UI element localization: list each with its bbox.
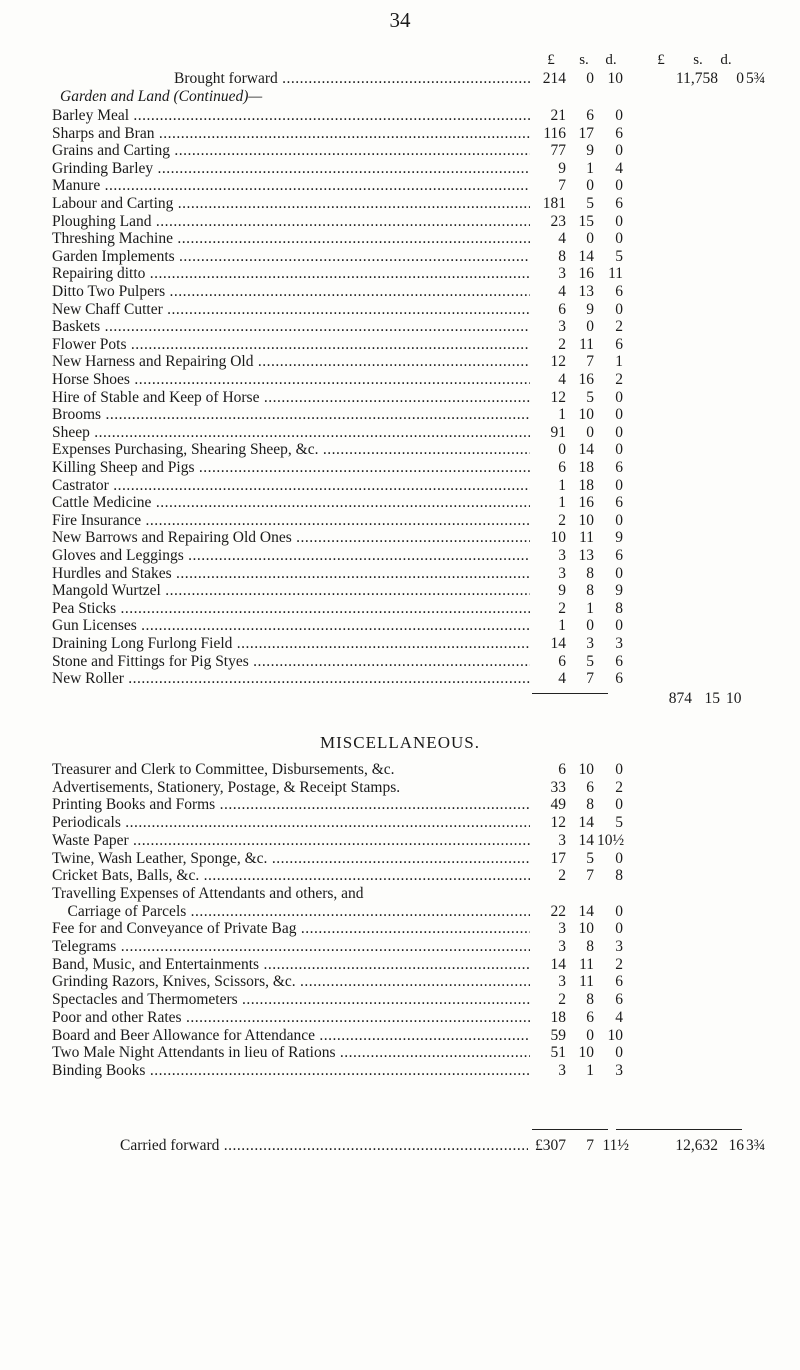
item-label: Garden Implements ..... xyxy=(52,248,530,265)
item-label: Travelling Expenses of Attendants and others, and xyxy=(52,884,364,902)
item-label: Hurdles and Stakes ..... xyxy=(52,565,530,582)
list-item xyxy=(52,832,792,849)
item-label: Band, Music, and Entertainments ..... xyxy=(52,956,530,973)
list-item xyxy=(52,160,792,177)
item-shillings: 0 xyxy=(586,318,594,336)
item-label: Stone and Fittings for Pig Styes ..... xyxy=(52,653,530,670)
item-pounds: 4 xyxy=(558,230,566,248)
item-pence: 0 xyxy=(615,441,623,459)
item-label: Brooms ..... xyxy=(52,406,530,423)
carried-forward-pence: 11½ xyxy=(602,1137,629,1154)
brought-forward-pounds: 214 xyxy=(542,70,566,87)
item-shillings: 17 xyxy=(578,124,594,142)
list-item xyxy=(52,424,792,441)
item-pounds: 116 xyxy=(543,124,566,142)
item-pence: 6 xyxy=(615,335,623,353)
item-pence: 0 xyxy=(615,511,623,529)
item-pounds: 181 xyxy=(542,195,566,212)
item-pounds: 1 xyxy=(558,406,566,424)
item-label: Fee for and Conveyance of Private Bag ..... xyxy=(52,920,530,937)
list-item xyxy=(52,353,792,370)
item-label: Gun Licenses ..... xyxy=(52,617,530,634)
item-pounds: 22 xyxy=(550,902,566,920)
item-shillings: 7 xyxy=(586,353,594,371)
item-label: Repairing ditto ..... xyxy=(52,265,530,282)
item-shillings: 14 xyxy=(578,902,594,920)
item-pence: 4 xyxy=(615,159,623,177)
item-shillings: 1 xyxy=(586,1061,594,1079)
list-item xyxy=(52,973,792,990)
list-item xyxy=(52,920,792,937)
list-item xyxy=(52,283,792,300)
item-pence: 0 xyxy=(615,107,623,124)
list-item xyxy=(52,389,792,406)
carried-forward-total-pounds: 12,632 xyxy=(675,1137,718,1154)
garden-total-shillings: 15 xyxy=(704,690,720,707)
item-label: Poor and other Rates ..... xyxy=(52,1009,530,1026)
item-pence: 6 xyxy=(615,547,623,564)
list-item xyxy=(52,867,792,884)
list-item xyxy=(52,1044,792,1061)
item-label: New Harness and Repairing Old ..... xyxy=(52,353,530,370)
item-shillings: 10 xyxy=(578,406,594,424)
item-pounds: 23 xyxy=(550,212,566,230)
list-item xyxy=(52,885,792,902)
garden-total-row xyxy=(52,690,792,707)
item-pounds: 12 xyxy=(550,814,566,832)
list-item xyxy=(52,1062,792,1079)
page-number: 34 xyxy=(389,8,411,32)
list-item xyxy=(52,991,792,1008)
header-total-pounds: £ xyxy=(657,52,665,68)
item-label: Carriage of Parcels ..... xyxy=(52,903,530,920)
carried-rule-2 xyxy=(616,1129,742,1130)
garden-total-pence: 10 xyxy=(726,690,742,707)
item-pence: 0 xyxy=(615,300,623,318)
item-shillings: 7 xyxy=(586,867,594,885)
list-item xyxy=(52,371,792,388)
item-shillings: 0 xyxy=(586,423,594,441)
item-pence: 0 xyxy=(615,1044,623,1062)
item-pounds: 8 xyxy=(558,247,566,265)
item-label: Fire Insurance ..... xyxy=(52,512,530,529)
item-pence: 0 xyxy=(615,476,623,494)
carried-forward-total-shillings: 16 xyxy=(728,1137,744,1154)
item-label: Expenses Purchasing, Shearing Sheep, &c. ..... xyxy=(52,441,530,458)
item-label: Twine, Wash Leather, Sponge, &c. ..... xyxy=(52,850,530,867)
item-shillings: 15 xyxy=(578,212,594,230)
item-pounds: 3 xyxy=(558,564,566,582)
brought-forward-pence: 10 xyxy=(607,70,623,87)
item-pence: 11 xyxy=(608,265,623,283)
section-heading: Garden and Land (Continued)— xyxy=(60,88,263,105)
list-item xyxy=(52,230,792,247)
item-pence: 5 xyxy=(615,247,623,265)
item-pounds: 1 xyxy=(558,617,566,635)
item-shillings: 14 xyxy=(578,247,594,265)
item-pounds: 91 xyxy=(550,423,566,441)
list-item xyxy=(52,1027,792,1044)
item-pence: 2 xyxy=(615,371,623,388)
item-pounds: 0 xyxy=(558,441,566,459)
item-pence: 3 xyxy=(615,635,623,652)
item-shillings: 14 xyxy=(578,831,594,849)
header-pence: d. xyxy=(605,52,617,68)
item-shillings: 8 xyxy=(586,938,594,955)
item-shillings: 8 xyxy=(586,991,594,1009)
item-label: Spectacles and Thermometers ..... xyxy=(52,991,530,1008)
item-pounds: 6 xyxy=(558,300,566,318)
item-pence: 9 xyxy=(615,582,623,600)
item-pounds: 10 xyxy=(550,529,566,547)
list-item xyxy=(52,318,792,335)
item-shillings: 8 xyxy=(586,564,594,582)
item-label: Treasurer and Clerk to Committee, Disbursements, &c. xyxy=(52,761,395,778)
list-item xyxy=(52,512,792,529)
item-shillings: 18 xyxy=(578,459,594,476)
item-pence: 6 xyxy=(615,459,623,476)
item-label: New Barrows and Repairing Old Ones ..... xyxy=(52,529,530,546)
list-item xyxy=(52,336,792,353)
item-pounds: 2 xyxy=(558,991,566,1009)
item-pence: 0 xyxy=(615,564,623,582)
item-shillings: 13 xyxy=(578,547,594,564)
item-shillings: 18 xyxy=(578,476,594,494)
item-label: Binding Books ..... xyxy=(52,1062,530,1079)
list-item xyxy=(52,956,792,973)
header-shillings: s. xyxy=(579,52,589,68)
item-label: Advertisements, Stationery, Postage, & Receipt Stamps. xyxy=(52,778,401,796)
item-pence: 0 xyxy=(615,212,623,230)
item-label: Sharps and Bran ..... xyxy=(52,125,530,142)
item-shillings: 10 xyxy=(578,1044,594,1062)
item-pence: 0 xyxy=(615,761,623,778)
item-pence: 0 xyxy=(615,406,623,424)
list-item xyxy=(52,107,792,124)
item-pounds: 14 xyxy=(550,955,566,973)
item-shillings: 16 xyxy=(578,494,594,512)
item-pence: 6 xyxy=(615,670,623,688)
item-shillings: 11 xyxy=(579,529,594,547)
item-pounds: 12 xyxy=(550,353,566,371)
item-label: Manure ..... xyxy=(52,177,530,194)
item-shillings: 7 xyxy=(586,670,594,688)
item-pounds: 59 xyxy=(550,1026,566,1044)
item-pounds: 3 xyxy=(558,265,566,283)
item-pence: 0 xyxy=(615,849,623,867)
header-total-pence: d. xyxy=(720,52,732,68)
carried-forward-shillings: 7 xyxy=(586,1137,594,1154)
item-shillings: 10 xyxy=(578,511,594,529)
item-pence: 3 xyxy=(615,938,623,955)
item-pence: 9 xyxy=(615,529,623,547)
item-shillings: 9 xyxy=(586,142,594,160)
item-label: Waste Paper ..... xyxy=(52,832,530,849)
item-label: Baskets ..... xyxy=(52,318,530,335)
list-item xyxy=(52,938,792,955)
item-pounds: 2 xyxy=(558,511,566,529)
item-label: Printing Books and Forms ..... xyxy=(52,796,530,813)
list-item xyxy=(52,529,792,546)
item-pence: 1 xyxy=(615,353,623,371)
item-label: Killing Sheep and Pigs ..... xyxy=(52,459,530,476)
item-pounds: 18 xyxy=(550,1008,566,1026)
item-pounds: 4 xyxy=(558,670,566,688)
item-pounds: 6 xyxy=(558,652,566,670)
item-label: Flower Pots ..... xyxy=(52,336,530,353)
item-pounds: 3 xyxy=(558,1061,566,1079)
list-item xyxy=(52,850,792,867)
list-item xyxy=(52,582,792,599)
item-pounds: 77 xyxy=(550,142,566,160)
carried-forward-total-pence: 3¾ xyxy=(746,1137,766,1154)
item-shillings: 6 xyxy=(586,107,594,124)
item-shillings: 11 xyxy=(579,955,594,973)
item-pence: 0 xyxy=(615,177,623,195)
list-item xyxy=(52,653,792,670)
item-pounds: 6 xyxy=(558,761,566,778)
item-label: Hire of Stable and Keep of Horse ..... xyxy=(52,389,530,406)
list-item xyxy=(52,301,792,318)
item-pence: 6 xyxy=(615,283,623,300)
item-shillings: 5 xyxy=(586,849,594,867)
item-shillings: 8 xyxy=(586,796,594,814)
item-pounds: 49 xyxy=(550,796,566,814)
list-item xyxy=(52,177,792,194)
item-label: Castrator ..... xyxy=(52,477,530,494)
item-shillings: 6 xyxy=(586,778,594,796)
garden-total-pounds: 874 xyxy=(668,690,692,707)
list-item xyxy=(52,142,792,159)
item-pounds: 4 xyxy=(558,283,566,300)
item-shillings: 5 xyxy=(586,195,594,212)
item-pounds: 3 xyxy=(558,547,566,564)
item-pounds: 2 xyxy=(558,335,566,353)
item-shillings: 16 xyxy=(578,371,594,388)
item-shillings: 13 xyxy=(578,283,594,300)
item-pounds: 3 xyxy=(558,973,566,991)
item-pence: 6 xyxy=(615,124,623,142)
item-pounds: 12 xyxy=(550,388,566,406)
brought-forward-shillings: 0 xyxy=(586,70,594,87)
item-pence: 6 xyxy=(615,973,623,991)
item-shillings: 10 xyxy=(578,920,594,938)
carried-forward-row xyxy=(52,1137,792,1154)
brought-forward-total-pence: 5¾ xyxy=(746,70,766,87)
item-label: Grains and Carting ..... xyxy=(52,142,530,159)
item-label: Horse Shoes ..... xyxy=(52,371,530,388)
item-shillings: 5 xyxy=(586,652,594,670)
item-pence: 2 xyxy=(615,318,623,336)
list-item xyxy=(52,903,792,920)
item-shillings: 11 xyxy=(579,973,594,991)
item-pounds: 17 xyxy=(550,849,566,867)
item-shillings: 0 xyxy=(586,1026,594,1044)
item-label: Gloves and Leggings ..... xyxy=(52,547,530,564)
item-pence: 0 xyxy=(615,902,623,920)
item-pounds: 6 xyxy=(558,459,566,476)
list-item xyxy=(52,779,792,796)
brought-forward-total-shillings: 0 xyxy=(736,70,744,87)
item-pounds: 3 xyxy=(558,831,566,849)
item-pence: 0 xyxy=(615,388,623,406)
item-label: Telegrams ..... xyxy=(52,938,530,955)
item-pence: 5 xyxy=(615,814,623,832)
item-pence: 6 xyxy=(615,494,623,512)
item-pence: 2 xyxy=(615,778,623,796)
item-pence: 0 xyxy=(615,423,623,441)
list-item xyxy=(52,441,792,458)
item-shillings: 14 xyxy=(578,814,594,832)
list-item xyxy=(52,670,792,687)
item-label: Pea Sticks ..... xyxy=(52,600,530,617)
list-item xyxy=(52,617,792,634)
item-shillings: 0 xyxy=(586,617,594,635)
item-pence: 6 xyxy=(615,195,623,212)
item-pounds: 2 xyxy=(558,867,566,885)
item-label: Board and Beer Allowance for Attendance ..... xyxy=(52,1027,530,1044)
item-label: Cattle Medicine ..... xyxy=(52,494,530,511)
item-pence: 0 xyxy=(615,920,623,938)
item-shillings: 1 xyxy=(586,599,594,617)
item-pounds: 3 xyxy=(558,920,566,938)
list-item xyxy=(52,195,792,212)
item-pence: 6 xyxy=(615,652,623,670)
carried-rule-1 xyxy=(532,1129,608,1130)
item-pounds: 33 xyxy=(550,778,566,796)
item-pence: 2 xyxy=(615,955,623,973)
list-item xyxy=(52,814,792,831)
item-pounds: 21 xyxy=(550,107,566,124)
item-shillings: 8 xyxy=(586,582,594,600)
list-item xyxy=(52,796,792,813)
list-item xyxy=(52,248,792,265)
item-shillings: 10 xyxy=(578,761,594,778)
item-pounds: 9 xyxy=(558,582,566,600)
item-shillings: 3 xyxy=(586,635,594,652)
item-pence: 0 xyxy=(615,230,623,248)
item-label: Cricket Bats, Balls, &c. ..... xyxy=(52,867,530,884)
item-pence: 6 xyxy=(615,991,623,1009)
list-item xyxy=(52,213,792,230)
item-label: Two Male Night Attendants in lieu of Rations ..... xyxy=(52,1044,530,1061)
item-label: Threshing Machine ..... xyxy=(52,230,530,247)
list-item xyxy=(52,761,792,778)
item-label: Draining Long Furlong Field ..... xyxy=(52,635,530,652)
item-shillings: 11 xyxy=(579,335,594,353)
item-label: New Roller ..... xyxy=(52,670,530,687)
item-shillings: 0 xyxy=(586,230,594,248)
item-shillings: 16 xyxy=(578,265,594,283)
item-pence: 3 xyxy=(615,1061,623,1079)
item-label: Labour and Carting ..... xyxy=(52,195,530,212)
list-item xyxy=(52,265,792,282)
item-label: Sheep ..... xyxy=(52,424,530,441)
item-label: Periodicals ..... xyxy=(52,814,530,831)
item-label: New Chaff Cutter ..... xyxy=(52,301,530,318)
carried-forward-label: Carried forward ..... xyxy=(120,1137,528,1154)
item-pounds: 1 xyxy=(558,494,566,512)
item-pounds: 2 xyxy=(558,599,566,617)
brought-forward-label: Brought forward ..... xyxy=(174,70,530,87)
item-pence: 8 xyxy=(615,867,623,885)
list-item xyxy=(52,477,792,494)
item-pounds: 14 xyxy=(550,635,566,652)
item-pounds: 51 xyxy=(550,1044,566,1062)
list-item xyxy=(52,635,792,652)
miscellaneous-title: MISCELLANEOUS. xyxy=(320,733,480,752)
list-item xyxy=(52,565,792,582)
item-pence: 10 xyxy=(607,1026,623,1044)
item-pence: 0 xyxy=(615,796,623,814)
brought-forward-total-pounds: 11,758 xyxy=(675,70,718,87)
header-total-shillings: s. xyxy=(693,52,703,68)
item-shillings: 14 xyxy=(578,441,594,459)
item-label: Ditto Two Pulpers ..... xyxy=(52,283,530,300)
item-pounds: 7 xyxy=(558,177,566,195)
item-shillings: 0 xyxy=(586,177,594,195)
item-label: Mangold Wurtzel ..... xyxy=(52,582,530,599)
list-item xyxy=(52,406,792,423)
item-label: Grinding Barley ..... xyxy=(52,160,530,177)
item-pence: 0 xyxy=(615,142,623,160)
item-pounds: 4 xyxy=(558,371,566,388)
item-pence: 4 xyxy=(615,1008,623,1026)
item-pounds: 1 xyxy=(558,476,566,494)
item-label: Barley Meal ..... xyxy=(52,107,530,124)
item-pounds: 3 xyxy=(558,318,566,336)
brought-forward-row xyxy=(52,70,792,87)
item-shillings: 9 xyxy=(586,300,594,318)
item-label: Ploughing Land ..... xyxy=(52,213,530,230)
item-pence: 8 xyxy=(615,599,623,617)
carried-forward-pounds: £307 xyxy=(535,1137,566,1154)
item-pounds: 9 xyxy=(558,159,566,177)
item-shillings: 5 xyxy=(586,388,594,406)
list-item xyxy=(52,494,792,511)
list-item xyxy=(52,459,792,476)
item-pounds: 3 xyxy=(558,938,566,955)
item-pence: 0 xyxy=(615,617,623,635)
item-label: Grinding Razors, Knives, Scissors, &c. ..... xyxy=(52,973,530,990)
item-shillings: 1 xyxy=(586,159,594,177)
header-pounds: £ xyxy=(547,52,555,68)
list-item xyxy=(52,1009,792,1026)
item-pence: 10½ xyxy=(597,831,625,849)
list-item xyxy=(52,125,792,142)
item-shillings: 6 xyxy=(586,1008,594,1026)
list-item xyxy=(52,600,792,617)
list-item xyxy=(52,547,792,564)
